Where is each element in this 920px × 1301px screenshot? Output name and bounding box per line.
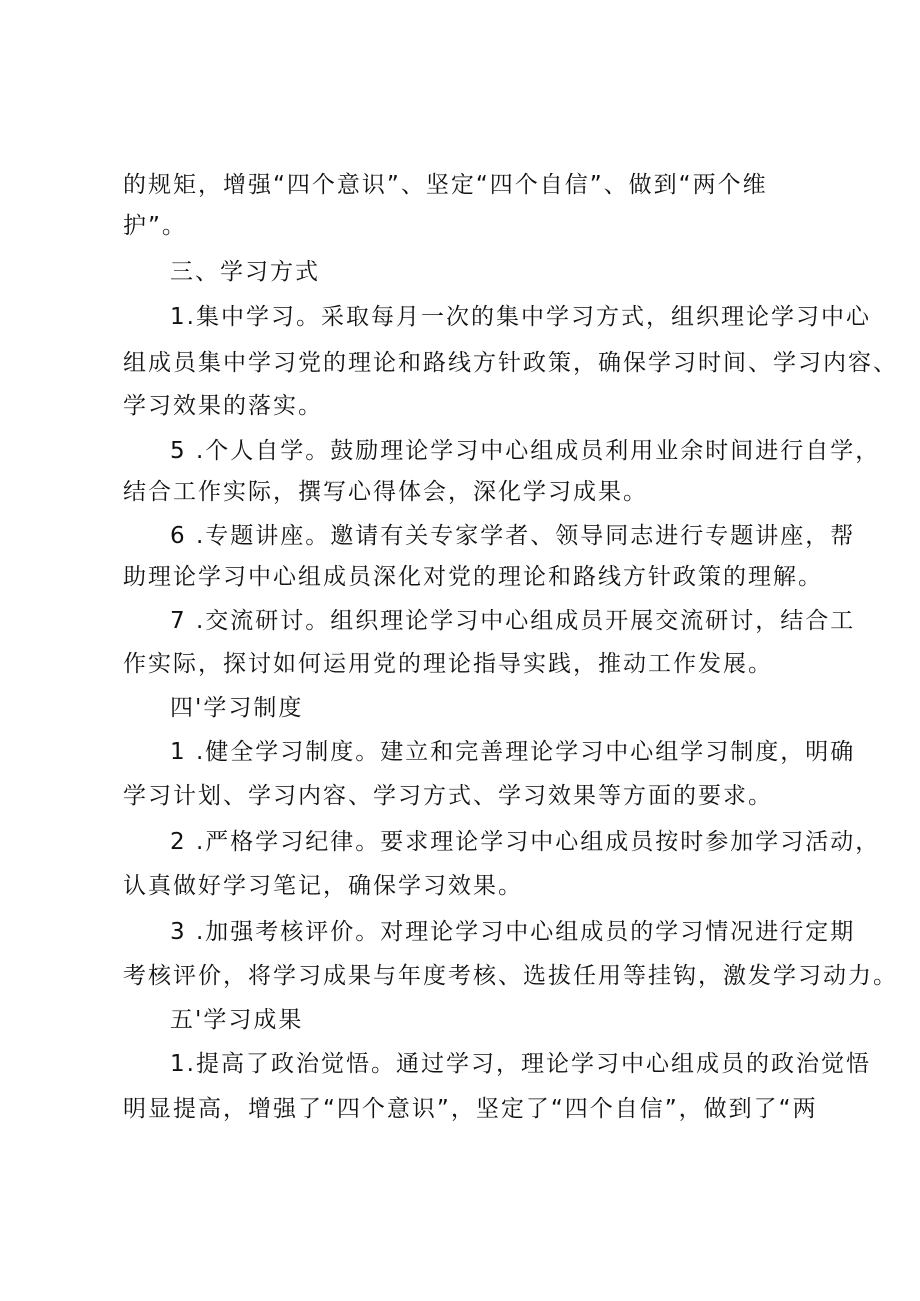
text-line-04: 1.集中学习。采取每月一次的集中学习方式，组织理论学习中心 bbox=[170, 304, 871, 330]
text-line-14: 1 .健全学习制度。建立和完善理论学习中心组学习制度，明确 bbox=[170, 739, 856, 765]
text-line-05: 组成员集中学习党的理论和路线方针政策，确保学习时间、学习内容、 bbox=[123, 350, 898, 376]
text-line-12: 作实际，探讨如何运用党的理论指导实践，推动工作发展。 bbox=[123, 651, 773, 677]
text-line-18: 3 .加强考核评价。对理论学习中心组成员的学习情况进行定期 bbox=[170, 919, 856, 945]
text-line-21: 1.提高了政治觉悟。通过学习，理论学习中心组成员的政治觉悟 bbox=[170, 1051, 871, 1077]
text-line-01: 的规矩，增强“四个意识”、坚定“四个自信”、做到“两个维 bbox=[123, 172, 768, 198]
text-line-10: 助理论学习中心组成员深化对党的理论和路线方针政策的理解。 bbox=[123, 564, 823, 590]
text-line-08: 结合工作实际，撰写心得体会，深化学习成果。 bbox=[123, 479, 648, 505]
text-line-09: 6 .专题讲座。邀请有关专家学者、领导同志进行专题讲座，帮 bbox=[170, 523, 856, 549]
text-line-06: 学习效果的落实。 bbox=[123, 393, 323, 419]
section-heading-5: 五'学习成果 bbox=[170, 1007, 304, 1033]
section-heading-3: 三、学习方式 bbox=[170, 259, 320, 285]
text-line-02: 护”。 bbox=[123, 213, 187, 239]
text-line-22: 明显提高，增强了“四个意识”，坚定了“四个自信”，做到了“两 bbox=[123, 1096, 818, 1122]
section-heading-4: 四'学习制度 bbox=[170, 695, 304, 721]
text-line-11: 7 .交流研讨。组织理论学习中心组成员开展交流研讨，结合工 bbox=[170, 608, 856, 634]
text-line-07: 5 .个人自学。鼓励理论学习中心组成员利用业余时间进行自学， bbox=[170, 438, 881, 464]
text-line-17: 认真做好学习笔记，确保学习效果。 bbox=[123, 873, 523, 899]
text-line-19: 考核评价，将学习成果与年度考核、选拔任用等挂钩，激发学习动力。 bbox=[123, 963, 898, 989]
text-line-15: 学习计划、学习内容、学习方式、学习效果等方面的要求。 bbox=[123, 783, 773, 809]
text-line-16: 2 .严格学习纪律。要求理论学习中心组成员按时参加学习活动， bbox=[170, 829, 881, 855]
